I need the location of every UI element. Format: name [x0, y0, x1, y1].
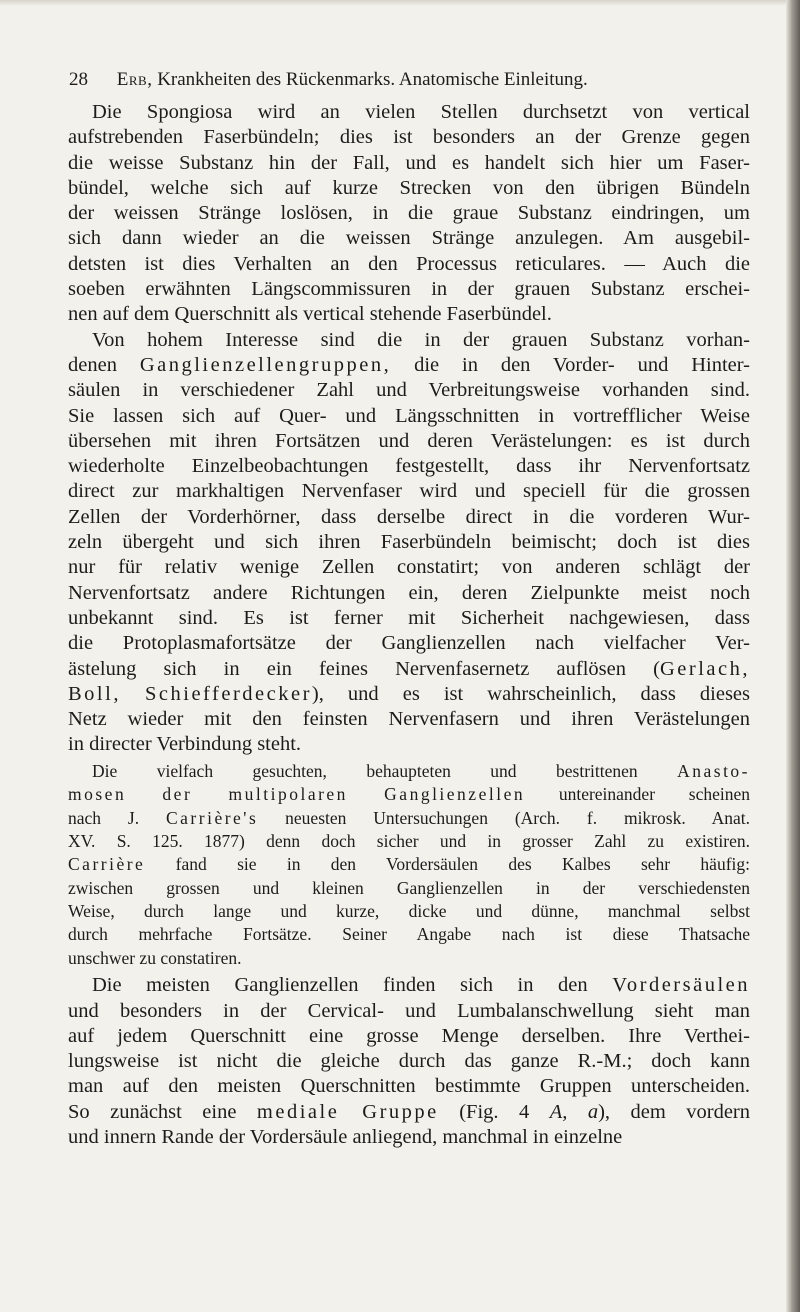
text-line: Die Spongiosa wird an vielen Stellen durchsetzt von vertical: [92, 101, 750, 123]
author-name-boll: Boll,: [68, 682, 121, 705]
text-line: [68, 783, 750, 806]
author-name-carriere: Carrière: [68, 854, 146, 875]
text-line: [68, 682, 750, 707]
text-line: zeln übergeht und sich ihren Faserbündeln beimischt; doch ist dies: [68, 531, 750, 554]
spaced-term: Vordersäulen: [612, 974, 750, 997]
text-line: Netz wieder mit den feinsten Nervenfasern und ihren Verästelungen: [68, 708, 750, 731]
text-line: Weise, durch lange und kurze, dicke und dünne, manchmal selbst: [68, 901, 750, 922]
header-author: Erb,: [116, 69, 153, 90]
text-line: soeben erwähnten Längscommissuren in der grauen Substanz erschei-: [68, 278, 750, 301]
text-line: übersehen mit ihren Fortsätzen und deren Verästelungen: es ist durch: [68, 429, 750, 452]
text-line: Nervenfortsatz andere Richtungen ein, deren Zielpunkte meist noch: [68, 581, 750, 604]
text-line: Sie lassen sich auf Quer- und Längsschnitten in vortrefflicher Weise: [68, 404, 750, 427]
text-line: [68, 657, 750, 682]
text-line: nen auf dem Querschnitt als vertical stehende Faserbündel.: [68, 303, 552, 326]
text-line: sich dann wieder an die weissen Stränge anzulegen. Am ausgebil-: [68, 227, 750, 250]
spaced-term: Ganglienzellengruppen,: [139, 353, 392, 376]
text-line: und innern Rande der Vordersäule anliegend, manchmal in einzelne: [68, 1126, 623, 1149]
text-line: zwischen grossen und kleinen Ganglienzellen in der verschiedensten: [68, 877, 750, 898]
page-number: 28: [69, 69, 88, 90]
text-span: ), dem vordern: [598, 1100, 751, 1123]
text-line: [68, 853, 750, 876]
text-line: [68, 353, 750, 378]
text-line: durch mehrfache Fortsätze. Seiner Angabe nach ist diese Thatsache: [68, 924, 750, 945]
text-line: XV. S. 125. 1877) denn doch sicher und in grosser Zahl zu existiren.: [68, 830, 750, 851]
text-line: detsten ist dies Verhalten an den Processus reticulares. — Auch die: [68, 252, 750, 275]
text-line: man auf den meisten Querschnitten bestimmte Gruppen unterscheiden.: [68, 1075, 750, 1098]
text-line: nur für relativ wenige Zellen constatirt; von anderen schlägt der: [68, 556, 750, 579]
text-span: neuesten Untersuchungen (Arch. f. mikrosk. Anat.: [285, 807, 750, 828]
text-line: und besonders in der Cervical- und Lumbalanschwellung sieht man: [68, 999, 750, 1022]
small-print-note: [68, 760, 750, 971]
text-line: lungsweise ist nicht die gleiche durch das ganze R.-M.; doch kann: [68, 1050, 750, 1073]
page-top-edge: [0, 0, 800, 6]
text-span: nach J.: [68, 807, 140, 828]
text-line: wiederholte Einzelbeobachtungen festgestellt, dass ihr Nervenfortsatz: [68, 455, 750, 478]
text-span: untereinander scheinen: [558, 784, 750, 805]
text-line: die Protoplasmafortsätze der Ganglienzellen nach vielfacher Ver-: [68, 632, 750, 655]
paragraph-ganglienzellengruppen: [68, 328, 750, 758]
text-line: [68, 807, 750, 830]
figure-label: A, a: [549, 1100, 599, 1123]
text-line: unbekannt sind. Es ist ferner mit Sicherheit nachgewiesen, dass: [68, 606, 750, 629]
spaced-term: mediale Gruppe: [256, 1100, 439, 1123]
text-span: die in den Vorder- und Hinter-: [414, 353, 751, 376]
author-name-gerlach: Gerlach,: [660, 657, 750, 680]
page-body: [68, 100, 750, 1150]
text-line: aufstrebenden Faserbündeln; dies ist besonders an der Grenze gegen: [68, 126, 750, 149]
author-name-carriere: Carrière's: [165, 807, 259, 828]
header-title: Krankheiten des Rückenmarks.: [157, 69, 396, 90]
spaced-term: Anasto-: [677, 760, 751, 781]
paragraph-spongiosa: [68, 100, 750, 328]
text-line: bündel, welche sich auf kurze Strecken von den übrigen Bündeln: [68, 176, 750, 199]
spaced-term: mosen der multipolaren Ganglienzellen: [68, 784, 526, 805]
text-line: die weisse Substanz hin der Fall, und es handelt sich hier um Faser-: [68, 151, 750, 174]
header-section: Anatomische Einleitung.: [398, 69, 588, 90]
text-line: Zellen der Vorderhörner, dass derselbe direct in die vorderen Wur-: [68, 505, 750, 528]
paragraph-vordersaeulen: [68, 973, 750, 1150]
text-line: in directer Verbindung steht.: [68, 733, 302, 756]
text-line: auf jedem Querschnitt eine grosse Menge derselben. Ihre Verthei-: [68, 1024, 750, 1047]
text-line: Von hohem Interesse sind die in der grauen Substanz vorhan-: [92, 328, 750, 351]
text-line: der weissen Stränge loslösen, in die graue Substanz eindringen, um: [68, 202, 750, 225]
text-line: direct zur markhaltigen Nervenfaser wird und speciell für die grossen: [68, 480, 750, 503]
text-span: So zunächst eine: [68, 1100, 237, 1123]
text-span: ), und es ist wahrscheinlich, dass dieses: [311, 682, 750, 705]
text-span: Die vielfach gesuchten, behaupteten und bestrittenen: [92, 760, 638, 781]
text-line: [68, 973, 750, 998]
text-span: denen: [68, 353, 117, 376]
text-span: Die meisten Ganglienzellen finden sich in den: [92, 974, 588, 997]
text-span: ästelung sich in ein feines Nervenfasernetz auflösen (: [68, 657, 660, 680]
text-line: [68, 760, 750, 783]
author-name-schiefferdecker: Schiefferdecker: [145, 682, 312, 705]
text-line: [68, 1100, 750, 1125]
figure-reference: (Fig. 4: [459, 1100, 530, 1123]
text-span: fand sie in den Vordersäulen des Kalbes sehr häufig:: [175, 854, 750, 875]
text-line: säulen in verschiedener Zahl und Verbreitungsweise vorhanden sind.: [68, 379, 750, 402]
page-binding-shadow: [786, 0, 800, 1312]
text-line: unschwer zu constatiren.: [68, 947, 242, 968]
running-header: [69, 69, 749, 91]
